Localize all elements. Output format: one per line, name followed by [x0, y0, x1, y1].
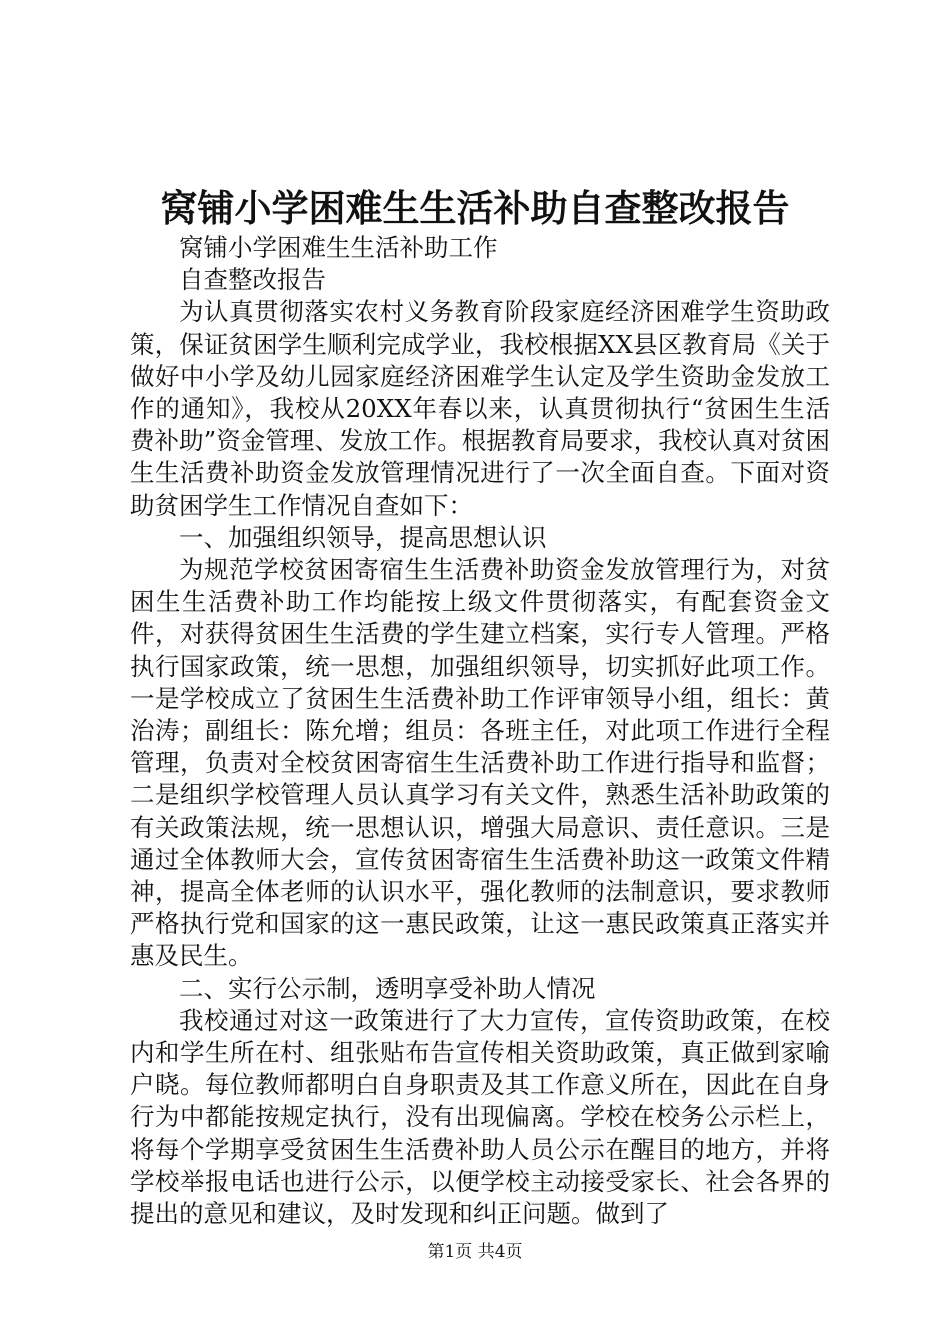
paragraph-section-2: 我校通过对这一政策进行了大力宣传，宣传资助政策，在校内和学生所在村、组张贴布告宣传相关资助政策，真正做到家喻户晓。每位教师都明白自身职责及其工作意义所在，因此在自身行为中都能按规定执行，没有出现偏离。学校在校务公示栏上，将每个学期享受贫困生生活费补助人员公示在醒目的地方，并将学校举报电话也进行公示，以便学校主动接受家长、社会各界的提出的意见和建议，及时发现和纠正问题。做到了	[130, 1005, 830, 1229]
section-heading-1: 一、加强组织领导，提高思想认识	[179, 522, 547, 552]
document-title: 窝铺小学困难生生活补助自查整改报告	[160, 186, 790, 230]
paragraph-intro: 为认真贯彻落实农村义务教育阶段家庭经济困难学生资助政策，保证贫困学生顺利完成学业，我校根据XX县区教育局《关于做好中小学及幼儿园家庭经济困难学生认定及学生资助金发放工作的通知》，我校从20XX年春以来，认真贯彻执行“贫困生生活费补助”资金管理、发放工作。根据教育局要求，我校认真对贫困生生活费补助资金发放管理情况进行了一次全面自查。下面对资助贫困学生工作情况自查如下：	[130, 297, 830, 520]
subtitle-line-1: 窝铺小学困难生生活补助工作	[179, 233, 498, 262]
subtitle-line-2: 自查整改报告	[179, 265, 326, 295]
section-heading-2: 二、实行公示制，透明享受补助人情况	[179, 973, 596, 1003]
document-body	[130, 232, 830, 1230]
page-footer: 第1页 共4页	[427, 1242, 523, 1262]
paragraph-section-1: 为规范学校贫困寄宿生生活费补助资金发放管理行为，对贫困生生活费补助工作均能按上级文件贯彻落实，有配套资金文件，对获得贫困生生活费的学生建立档案，实行专人管理。严格执行国家政策，统一思想，加强组织领导，切实抓好此项工作。一是学校成立了贫困生生活费补助工作评审领导小组，组长：黄治涛；副组长：陈允增；组员：各班主任，对此项工作进行全程管理，负责对全校贫困寄宿生生活费补助工作进行指导和监督；二是组织学校管理人员认真学习有关文件，熟悉生活补助政策的有关政策法规，统一思想认识，增强大局意识、责任意识。三是通过全体教师大会，宣传贫困寄宿生生活费补助这一政策文件精神，提高全体老师的认识水平，强化教师的法制意识，要求教师严格执行党和国家的这一惠民政策，让这一惠民政策真正落实并惠及民生。	[130, 555, 830, 971]
